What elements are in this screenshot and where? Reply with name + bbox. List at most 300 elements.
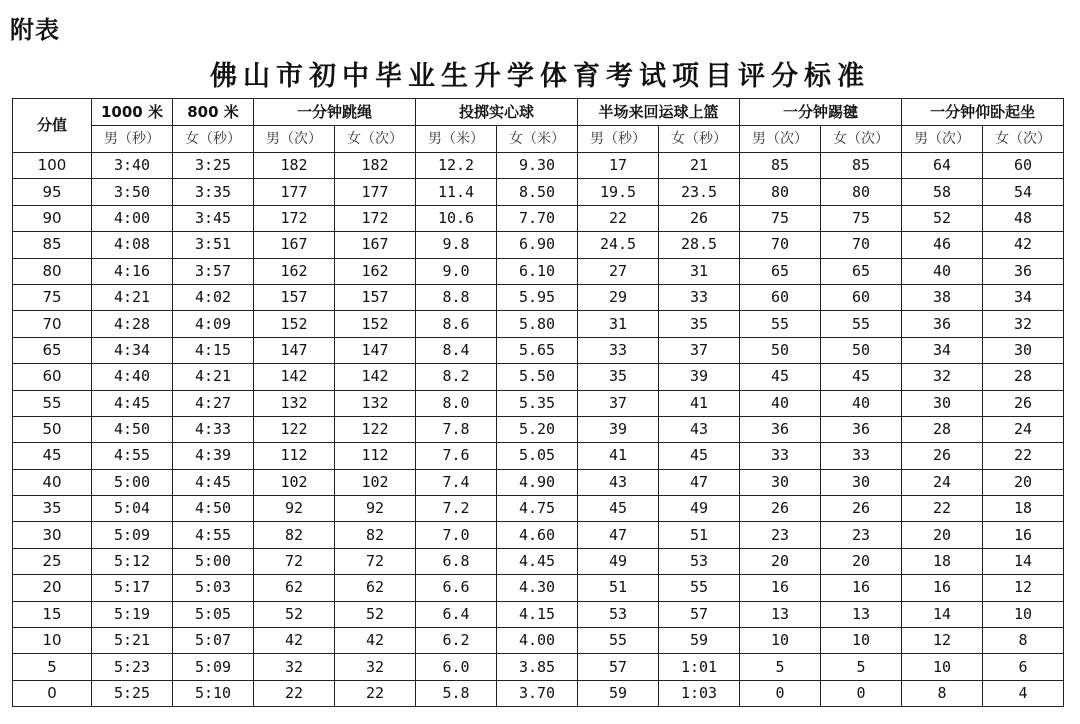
scoring-standard-table: [12, 98, 1064, 707]
table-cell: 3:45: [173, 205, 254, 231]
table-cell: 26: [983, 390, 1064, 416]
event-header-sit-ups: 一分钟仰卧起坐: [902, 99, 1064, 126]
table-row: [13, 390, 1064, 416]
score-cell: 30: [13, 522, 92, 548]
table-cell: 5.80: [497, 311, 578, 337]
table-cell: 55: [659, 575, 740, 601]
score-cell: 25: [13, 548, 92, 574]
appendix-label: 附表: [10, 16, 60, 44]
table-cell: 53: [659, 548, 740, 574]
table-cell: 4:33: [173, 416, 254, 442]
page-title: 佛山市初中毕业生升学体育考试项目评分标准: [210, 61, 870, 92]
table-cell: 4:50: [92, 416, 173, 442]
table-cell: 62: [254, 575, 335, 601]
table-cell: 75: [821, 205, 902, 231]
table-cell: 4.15: [497, 601, 578, 627]
table-cell: 4:15: [173, 337, 254, 363]
score-cell: 60: [13, 364, 92, 390]
table-cell: 85: [821, 153, 902, 179]
score-cell: 40: [13, 469, 92, 495]
table-cell: 75: [740, 205, 821, 231]
table-cell: 102: [335, 469, 416, 495]
table-cell: 7.8: [416, 416, 497, 442]
table-cell: 7.2: [416, 496, 497, 522]
table-cell: 102: [254, 469, 335, 495]
table-cell: 43: [659, 416, 740, 442]
table-cell: 30: [902, 390, 983, 416]
table-cell: 36: [983, 258, 1064, 284]
table-cell: 0: [821, 680, 902, 706]
score-cell: 0: [13, 680, 92, 706]
event-header-shot-put: 投掷实心球: [416, 99, 578, 126]
table-cell: 5: [821, 654, 902, 680]
table-cell: 5:12: [92, 548, 173, 574]
table-cell: 59: [659, 628, 740, 654]
table-cell: 162: [254, 258, 335, 284]
table-cell: 7.4: [416, 469, 497, 495]
table-cell: 39: [578, 416, 659, 442]
score-cell: 15: [13, 601, 92, 627]
table-cell: 52: [254, 601, 335, 627]
score-column-header: 分值: [13, 99, 92, 153]
table-cell: 92: [335, 496, 416, 522]
table-cell: 4.90: [497, 469, 578, 495]
table-cell: 26: [902, 443, 983, 469]
table-cell: 60: [740, 284, 821, 310]
table-cell: 70: [821, 232, 902, 258]
score-cell: 45: [13, 443, 92, 469]
table-cell: 49: [578, 548, 659, 574]
table-cell: 33: [740, 443, 821, 469]
table-cell: 4.60: [497, 522, 578, 548]
table-cell: 65: [821, 258, 902, 284]
table-cell: 53: [578, 601, 659, 627]
table-cell: 35: [578, 364, 659, 390]
table-cell: 40: [740, 390, 821, 416]
table-cell: 3:57: [173, 258, 254, 284]
table-cell: 5:19: [92, 601, 173, 627]
table-cell: 5:09: [173, 654, 254, 680]
table-cell: 31: [578, 311, 659, 337]
table-cell: 28.5: [659, 232, 740, 258]
table-cell: 5:07: [173, 628, 254, 654]
table-cell: 60: [821, 284, 902, 310]
table-cell: 26: [659, 205, 740, 231]
table-cell: 35: [659, 311, 740, 337]
table-cell: 5.95: [497, 284, 578, 310]
table-cell: 22: [983, 443, 1064, 469]
table-cell: 4:50: [173, 496, 254, 522]
score-cell: 85: [13, 232, 92, 258]
table-cell: 152: [335, 311, 416, 337]
table-cell: 40: [902, 258, 983, 284]
table-cell: 3.85: [497, 654, 578, 680]
table-row: [13, 311, 1064, 337]
table-cell: 57: [659, 601, 740, 627]
table-cell: 24: [902, 469, 983, 495]
table-cell: 4:34: [92, 337, 173, 363]
table-cell: 4:27: [173, 390, 254, 416]
table-cell: 8.4: [416, 337, 497, 363]
table-cell: 5:23: [92, 654, 173, 680]
table-cell: 36: [821, 416, 902, 442]
table-cell: 162: [335, 258, 416, 284]
table-cell: 6.6: [416, 575, 497, 601]
table-cell: 55: [740, 311, 821, 337]
table-cell: 157: [335, 284, 416, 310]
table-cell: 60: [983, 153, 1064, 179]
table-cell: 4:40: [92, 364, 173, 390]
table-cell: 22: [335, 680, 416, 706]
table-cell: 132: [254, 390, 335, 416]
table-cell: 20: [821, 548, 902, 574]
table-cell: 8: [902, 680, 983, 706]
table-row: [13, 628, 1064, 654]
table-cell: 80: [821, 179, 902, 205]
table-cell: 50: [740, 337, 821, 363]
table-cell: 5:09: [92, 522, 173, 548]
table-cell: 54: [983, 179, 1064, 205]
score-cell: 65: [13, 337, 92, 363]
table-cell: 21: [659, 153, 740, 179]
table-cell: 5.8: [416, 680, 497, 706]
table-cell: 4:28: [92, 311, 173, 337]
table-cell: 20: [983, 469, 1064, 495]
table-cell: 4:55: [173, 522, 254, 548]
table-cell: 4:09: [173, 311, 254, 337]
table-cell: 8.2: [416, 364, 497, 390]
table-cell: 47: [578, 522, 659, 548]
table-cell: 59: [578, 680, 659, 706]
table-cell: 172: [335, 205, 416, 231]
table-cell: 5:10: [173, 680, 254, 706]
table-row: [13, 496, 1064, 522]
table-cell: 51: [578, 575, 659, 601]
table-cell: 12.2: [416, 153, 497, 179]
table-cell: 32: [254, 654, 335, 680]
table-row: [13, 284, 1064, 310]
table-row: [13, 364, 1064, 390]
table-cell: 4:21: [92, 284, 173, 310]
table-cell: 12: [902, 628, 983, 654]
table-cell: 4.00: [497, 628, 578, 654]
table-cell: 40: [821, 390, 902, 416]
table-cell: 45: [578, 496, 659, 522]
event-header-rope-skipping: 一分钟跳绳: [254, 99, 416, 126]
table-cell: 1:03: [659, 680, 740, 706]
table-cell: 18: [983, 496, 1064, 522]
score-cell: 100: [13, 153, 92, 179]
unit-header: 男（次）: [902, 126, 983, 153]
table-cell: 32: [983, 311, 1064, 337]
table-cell: 9.30: [497, 153, 578, 179]
table-cell: 8.0: [416, 390, 497, 416]
table-cell: 157: [254, 284, 335, 310]
table-cell: 6.90: [497, 232, 578, 258]
unit-header: 女（次）: [983, 126, 1064, 153]
table-cell: 8.50: [497, 179, 578, 205]
table-cell: 55: [821, 311, 902, 337]
table-cell: 70: [740, 232, 821, 258]
table-cell: 24.5: [578, 232, 659, 258]
score-cell: 70: [13, 311, 92, 337]
table-cell: 182: [335, 153, 416, 179]
table-cell: 37: [578, 390, 659, 416]
table-cell: 3:40: [92, 153, 173, 179]
table-cell: 82: [254, 522, 335, 548]
table-cell: 3:25: [173, 153, 254, 179]
table-cell: 182: [254, 153, 335, 179]
table-cell: 36: [740, 416, 821, 442]
table-cell: 3:50: [92, 179, 173, 205]
unit-header: 男（次）: [740, 126, 821, 153]
unit-header: 女（秒）: [659, 126, 740, 153]
table-cell: 52: [335, 601, 416, 627]
table-cell: 23: [740, 522, 821, 548]
table-cell: 42: [335, 628, 416, 654]
table-cell: 5:00: [92, 469, 173, 495]
table-cell: 31: [659, 258, 740, 284]
table-cell: 6: [983, 654, 1064, 680]
table-cell: 5.20: [497, 416, 578, 442]
table-cell: 0: [740, 680, 821, 706]
table-cell: 17: [578, 153, 659, 179]
table-cell: 22: [902, 496, 983, 522]
table-header-events: [13, 99, 1064, 126]
table-cell: 16: [983, 522, 1064, 548]
table-cell: 10: [902, 654, 983, 680]
table-cell: 112: [254, 443, 335, 469]
table-cell: 14: [902, 601, 983, 627]
table-cell: 3:51: [173, 232, 254, 258]
table-cell: 4:08: [92, 232, 173, 258]
table-cell: 50: [821, 337, 902, 363]
table-cell: 6.8: [416, 548, 497, 574]
table-cell: 16: [740, 575, 821, 601]
table-cell: 167: [335, 232, 416, 258]
table-cell: 4.75: [497, 496, 578, 522]
table-cell: 8.6: [416, 311, 497, 337]
table-cell: 10: [821, 628, 902, 654]
table-cell: 37: [659, 337, 740, 363]
table-row: [13, 205, 1064, 231]
table-cell: 152: [254, 311, 335, 337]
table-cell: 4.45: [497, 548, 578, 574]
table-cell: 38: [902, 284, 983, 310]
table-cell: 5:04: [92, 496, 173, 522]
table-cell: 7.70: [497, 205, 578, 231]
table-cell: 42: [983, 232, 1064, 258]
table-cell: 30: [740, 469, 821, 495]
table-cell: 177: [254, 179, 335, 205]
table-row: [13, 179, 1064, 205]
table-cell: 13: [740, 601, 821, 627]
table-cell: 9.8: [416, 232, 497, 258]
table-cell: 64: [902, 153, 983, 179]
table-cell: 16: [902, 575, 983, 601]
table-cell: 122: [254, 416, 335, 442]
table-cell: 26: [821, 496, 902, 522]
table-cell: 4:16: [92, 258, 173, 284]
score-cell: 75: [13, 284, 92, 310]
table-cell: 22: [578, 205, 659, 231]
unit-header: 女（米）: [497, 126, 578, 153]
table-cell: 10: [983, 601, 1064, 627]
table-cell: 22: [254, 680, 335, 706]
unit-header: 女（秒）: [173, 126, 254, 153]
table-cell: 5.50: [497, 364, 578, 390]
table-row: [13, 443, 1064, 469]
table-row: [13, 680, 1064, 706]
unit-header: 女（次）: [335, 126, 416, 153]
table-cell: 28: [902, 416, 983, 442]
table-row: [13, 601, 1064, 627]
score-cell: 80: [13, 258, 92, 284]
table-cell: 48: [983, 205, 1064, 231]
table-cell: 4:00: [92, 205, 173, 231]
table-cell: 6.4: [416, 601, 497, 627]
table-cell: 4:45: [173, 469, 254, 495]
table-cell: 142: [254, 364, 335, 390]
table-row: [13, 337, 1064, 363]
table-row: [13, 258, 1064, 284]
table-cell: 5: [740, 654, 821, 680]
table-row: [13, 548, 1064, 574]
table-cell: 8: [983, 628, 1064, 654]
table-cell: 6.0: [416, 654, 497, 680]
table-cell: 28: [983, 364, 1064, 390]
table-cell: 8.8: [416, 284, 497, 310]
event-header-800m: 800 米: [173, 99, 254, 126]
table-cell: 26: [740, 496, 821, 522]
table-cell: 55: [578, 628, 659, 654]
score-cell: 90: [13, 205, 92, 231]
table-cell: 10.6: [416, 205, 497, 231]
table-cell: 39: [659, 364, 740, 390]
table-cell: 62: [335, 575, 416, 601]
table-cell: 4:55: [92, 443, 173, 469]
table-cell: 112: [335, 443, 416, 469]
table-cell: 43: [578, 469, 659, 495]
table-cell: 10: [740, 628, 821, 654]
table-cell: 30: [983, 337, 1064, 363]
table-cell: 30: [821, 469, 902, 495]
table-cell: 41: [659, 390, 740, 416]
score-cell: 95: [13, 179, 92, 205]
table-cell: 5:03: [173, 575, 254, 601]
table-cell: 4:39: [173, 443, 254, 469]
event-header-shuttlecock-kick: 一分钟踢毽: [740, 99, 902, 126]
score-cell: 55: [13, 390, 92, 416]
score-cell: 5: [13, 654, 92, 680]
table-cell: 12: [983, 575, 1064, 601]
unit-header: 男（秒）: [578, 126, 659, 153]
table-cell: 19.5: [578, 179, 659, 205]
table-cell: 58: [902, 179, 983, 205]
table-cell: 147: [254, 337, 335, 363]
table-cell: 147: [335, 337, 416, 363]
table-cell: 1:01: [659, 654, 740, 680]
table-cell: 42: [254, 628, 335, 654]
table-cell: 33: [821, 443, 902, 469]
table-cell: 4.30: [497, 575, 578, 601]
table-row: [13, 416, 1064, 442]
table-cell: 47: [659, 469, 740, 495]
table-cell: 4:21: [173, 364, 254, 390]
table-cell: 82: [335, 522, 416, 548]
table-cell: 5.05: [497, 443, 578, 469]
table-cell: 57: [578, 654, 659, 680]
table-cell: 49: [659, 496, 740, 522]
table-cell: 6.10: [497, 258, 578, 284]
table-cell: 122: [335, 416, 416, 442]
table-cell: 41: [578, 443, 659, 469]
table-row: [13, 522, 1064, 548]
table-cell: 36: [902, 311, 983, 337]
table-cell: 80: [740, 179, 821, 205]
table-cell: 52: [902, 205, 983, 231]
table-cell: 7.0: [416, 522, 497, 548]
table-cell: 51: [659, 522, 740, 548]
score-cell: 50: [13, 416, 92, 442]
table-cell: 5.65: [497, 337, 578, 363]
table-cell: 24: [983, 416, 1064, 442]
unit-header: 男（次）: [254, 126, 335, 153]
unit-header: 男（秒）: [92, 126, 173, 153]
table-row: [13, 469, 1064, 495]
event-header-1000m: 1000 米: [92, 99, 173, 126]
table-cell: 20: [902, 522, 983, 548]
table-row: [13, 575, 1064, 601]
table-cell: 32: [902, 364, 983, 390]
table-cell: 5.35: [497, 390, 578, 416]
table-cell: 4:45: [92, 390, 173, 416]
table-cell: 18: [902, 548, 983, 574]
table-cell: 5:05: [173, 601, 254, 627]
table-cell: 23.5: [659, 179, 740, 205]
table-cell: 45: [821, 364, 902, 390]
table-cell: 5:21: [92, 628, 173, 654]
table-row: [13, 232, 1064, 258]
event-header-basketball-layup: 半场来回运球上篮: [578, 99, 740, 126]
table-cell: 177: [335, 179, 416, 205]
table-cell: 34: [983, 284, 1064, 310]
table-cell: 172: [254, 205, 335, 231]
table-cell: 5:00: [173, 548, 254, 574]
table-cell: 72: [335, 548, 416, 574]
score-cell: 10: [13, 628, 92, 654]
table-cell: 32: [335, 654, 416, 680]
table-cell: 11.4: [416, 179, 497, 205]
table-cell: 6.2: [416, 628, 497, 654]
table-header-units: [13, 126, 1064, 153]
table-cell: 72: [254, 548, 335, 574]
table-cell: 4:02: [173, 284, 254, 310]
table-cell: 46: [902, 232, 983, 258]
table-cell: 7.6: [416, 443, 497, 469]
table-cell: 29: [578, 284, 659, 310]
score-cell: 20: [13, 575, 92, 601]
table-cell: 167: [254, 232, 335, 258]
table-cell: 5:25: [92, 680, 173, 706]
table-cell: 14: [983, 548, 1064, 574]
table-cell: 4: [983, 680, 1064, 706]
table-cell: 92: [254, 496, 335, 522]
unit-header: 女（次）: [821, 126, 902, 153]
table-cell: 23: [821, 522, 902, 548]
table-cell: 16: [821, 575, 902, 601]
table-cell: 27: [578, 258, 659, 284]
